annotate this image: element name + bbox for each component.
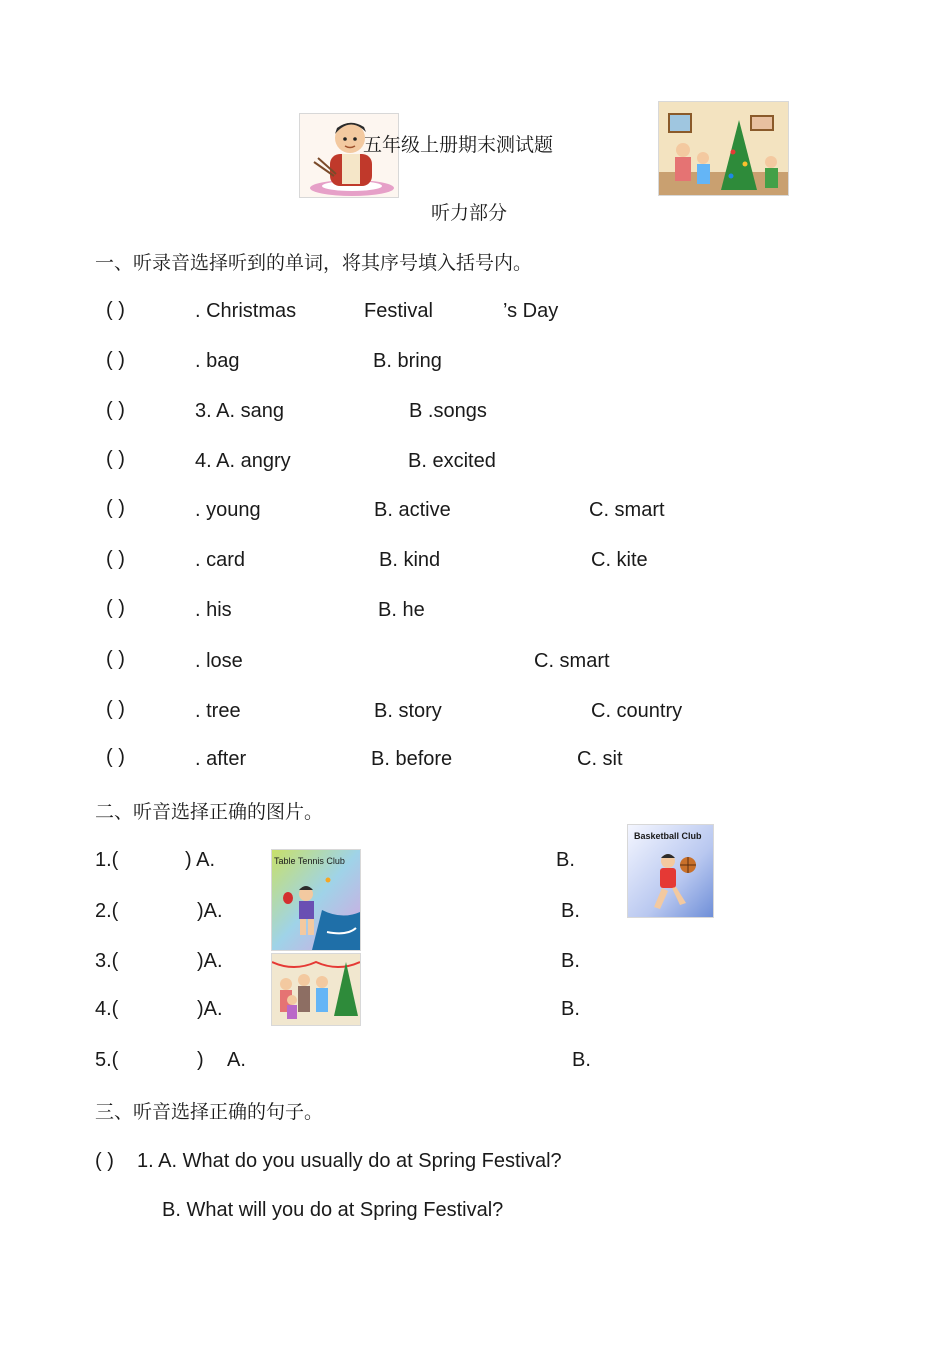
option-b: B. (572, 1049, 591, 1071)
basketball-club-image (627, 824, 714, 918)
answer-blank[interactable]: ( ) (106, 299, 125, 321)
answer-blank[interactable]: ( ) (106, 399, 125, 421)
question-1-option-b: B. What will you do at Spring Festival? (162, 1199, 504, 1221)
option-a: . Christmas (195, 300, 297, 322)
section-1-heading: 一、听录音选择听到的单词，将其序号填入括号内。 (95, 252, 533, 274)
option-b: B. excited (408, 450, 496, 472)
question-number: 4.( (95, 998, 119, 1020)
page-subtitle: 听力部分 (431, 202, 508, 224)
option-b: B. (561, 950, 580, 972)
option-c: C. smart (589, 499, 665, 521)
option-c: C. kite (591, 549, 648, 571)
table-tennis-caption: Table Tennis Club (274, 856, 345, 866)
question-number: 3.( (95, 950, 119, 972)
option-b: B. kind (379, 549, 441, 571)
option-b: B. active (374, 499, 451, 521)
answer-blank[interactable]: ( ) (106, 648, 125, 670)
section-2-heading: 二、听音选择正确的图片。 (95, 801, 324, 823)
option-c: C. country (591, 700, 683, 722)
option-a: 3. A. sang (195, 400, 284, 422)
answer-blank-close[interactable]: )A. (197, 998, 223, 1020)
option-b: B. (561, 900, 580, 922)
answer-blank[interactable]: ( ) (106, 548, 125, 570)
answer-blank[interactable]: ( ) (106, 698, 125, 720)
option-b: B .songs (409, 400, 487, 422)
option-a: A. (227, 1049, 246, 1071)
option-a: . his (195, 599, 232, 621)
option-c: C. sit (577, 748, 623, 770)
section-3-heading: 三、听音选择正确的句子。 (95, 1101, 324, 1123)
answer-blank-close[interactable]: ) A. (185, 849, 216, 871)
basketball-caption: Basketball Club (634, 831, 702, 841)
option-b: B. (556, 849, 575, 871)
option-b: B. he (378, 599, 425, 621)
option-b: B. (561, 998, 580, 1020)
option-a: . tree (195, 700, 241, 722)
option-c: ’s Day (503, 300, 559, 322)
option-a: . young (195, 499, 261, 521)
option-a: . after (195, 748, 247, 770)
answer-blank-close[interactable]: )A. (197, 900, 223, 922)
answer-blank[interactable]: ( ) (106, 349, 125, 371)
option-a: 4. A. angry (195, 450, 291, 472)
question-number: 5.( (95, 1049, 119, 1071)
question-1-option-a: 1. A. What do you usually do at Spring Festival? (137, 1150, 562, 1172)
page-title: 五年级上册期末测试题 (363, 134, 554, 156)
answer-blank[interactable]: ( ) (106, 746, 125, 768)
table-tennis-club-image (271, 849, 361, 951)
option-a: . lose (195, 650, 243, 672)
answer-blank[interactable]: ( ) (106, 448, 125, 470)
option-c: C. smart (534, 650, 610, 672)
answer-blank[interactable]: ( ) (95, 1150, 114, 1172)
answer-blank-close[interactable]: )A. (197, 950, 223, 972)
option-b: B. bring (373, 350, 442, 372)
option-a: . bag (195, 350, 240, 372)
christmas-party-image (271, 953, 361, 1026)
answer-blank[interactable]: ( ) (106, 597, 125, 619)
option-b: Festival (364, 300, 433, 322)
question-number: 2.( (95, 900, 119, 922)
option-b: B. story (374, 700, 442, 722)
christmas-tree-family-image (658, 101, 789, 196)
answer-blank-close[interactable]: ) (197, 1049, 204, 1071)
option-a: . card (195, 549, 246, 571)
option-b: B. before (371, 748, 453, 770)
answer-blank[interactable]: ( ) (106, 497, 125, 519)
question-number: 1.( (95, 849, 119, 871)
